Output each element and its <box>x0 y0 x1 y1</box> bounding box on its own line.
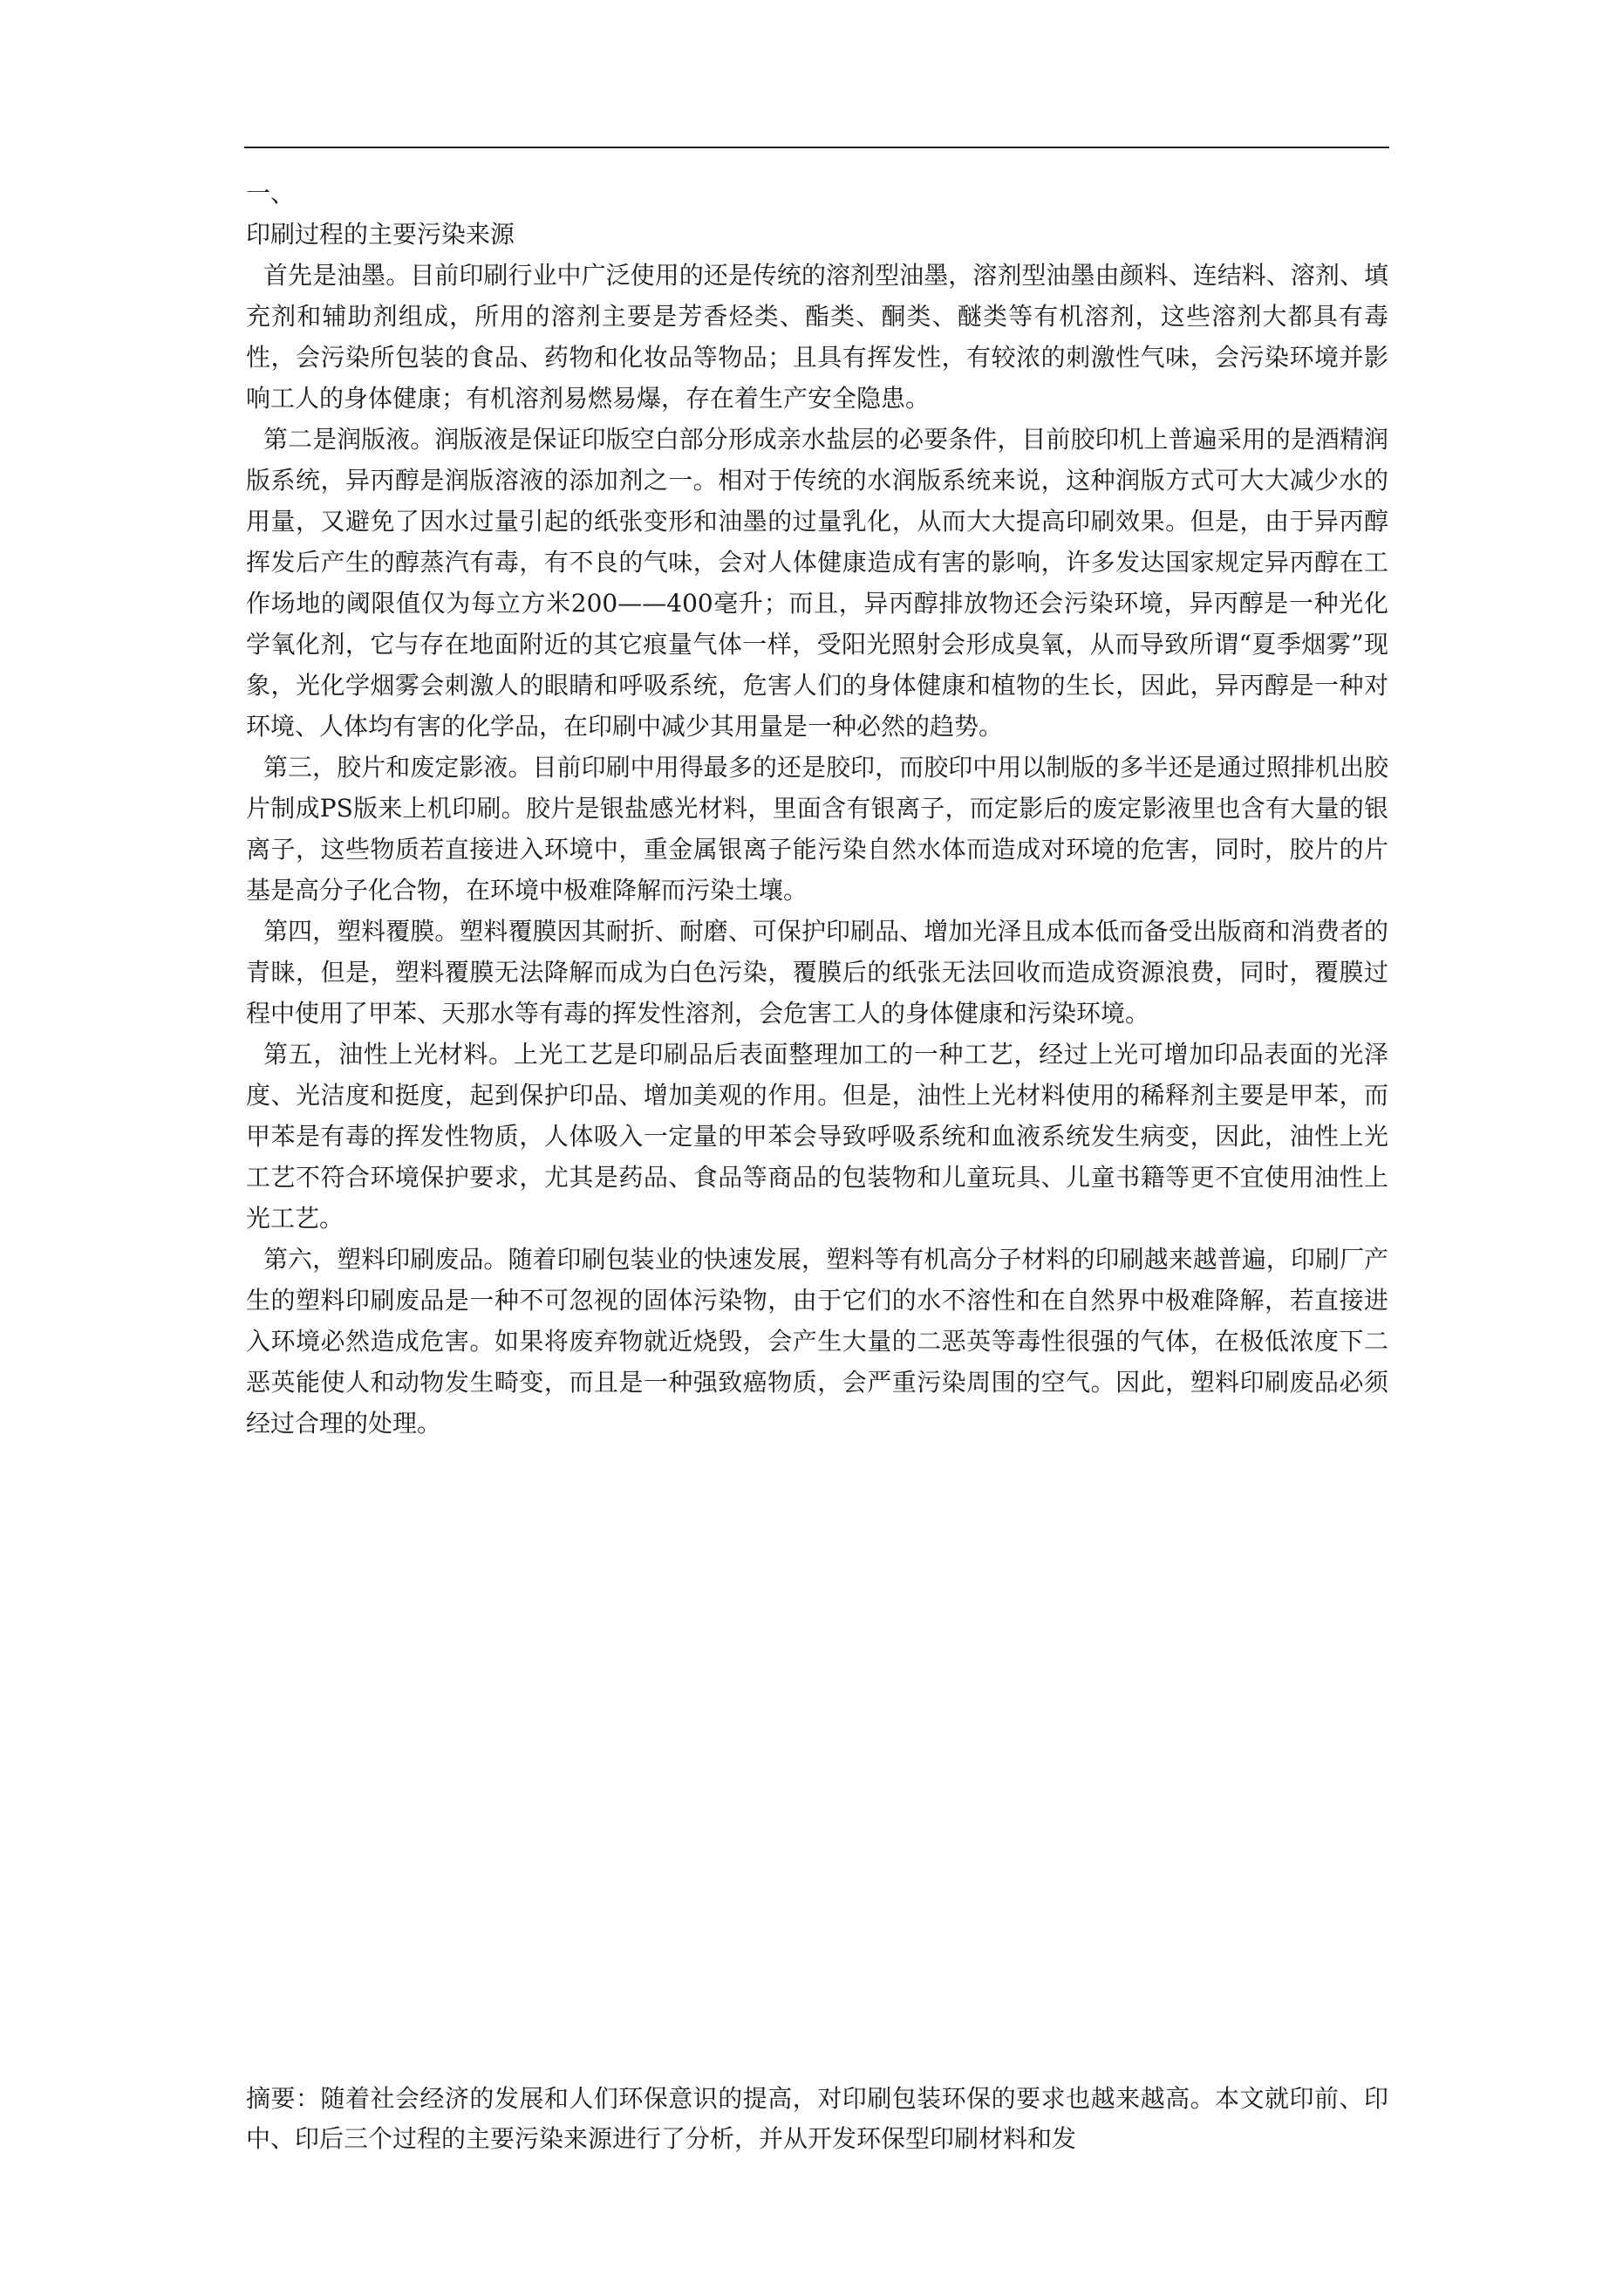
paragraph-ink: 首先是油墨。目前印刷行业中广泛使用的还是传统的溶剂型油墨，溶剂型油墨由颜料、连结料、溶剂、填充剂和辅助剂组成，所用的溶剂主要是芳香烃类、酯类、酮类、醚类等有机溶剂，这些溶剂大都具有毒性，会污染所包装的食品、药物和化妆品等物品；且具有挥发性，有较浓的刺激性气味，会污染环境并影响工人的身体健康；有机溶剂易燃易爆，存在着生产安全隐患。 <box>246 261 1388 413</box>
paragraph-plastic-lamination: 第四，塑料覆膜。塑料覆膜因其耐折、耐磨、可保护印刷品、增加光泽且成本低而备受出版商和消费者的青睐，但是，塑料覆膜无法降解而成为白色污染，覆膜后的纸张无法回收而造成资源浪费，同时，覆膜过程中使用了甲苯、天那水等有毒的挥发性溶剂，会危害工人的身体健康和污染环境。 <box>246 917 1388 1028</box>
paragraph-oil-varnish: 第五，油性上光材料。上光工艺是印刷品后表面整理加工的一种工艺，经过上光可增加印品表面的光泽度、光洁度和挺度，起到保护印品、增加美观的作用。但是，油性上光材料使用的稀释剂主要是甲苯，而甲苯是有毒的挥发性物质，人体吸入一定量的甲苯会导致呼吸系统和血液系统发生病变，因此，油性上光工艺不符合环境保护要求，尤其是药品、食品等商品的包装物和儿童玩具、儿童书籍等更不宜使用油性上光工艺。 <box>246 1040 1388 1233</box>
section-title: 印刷过程的主要污染来源 <box>246 220 515 249</box>
document-body <box>246 173 1388 1444</box>
section-number: 一、 <box>246 179 296 208</box>
paragraph-film-fixer: 第三，胶片和废定影液。目前印刷中用得最多的还是胶印，而胶印中用以制版的多半还是通过照排机出胶片制成PS版来上机印刷。胶片是银盐感光材料，里面含有银离子，而定影后的废定影液里也含有大量的银离子，这些物质若直接进入环境中，重金属银离子能污染自然水体而造成对环境的危害，同时，胶片的片基是高分子化合物，在环境中极难降解而污染土壤。 <box>246 753 1388 905</box>
paragraph-plastic-waste: 第六，塑料印刷废品。随着印刷包装业的快速发展，塑料等有机高分子材料的印刷越来越普遍，印刷厂产生的塑料印刷废品是一种不可忽视的固体污染物，由于它们的水不溶性和在自然界中极难降解，若直接进入环境必然造成危害。如果将废弃物就近烧毁，会产生大量的二恶英等毒性很强的气体，在极低浓度下二恶英能使人和动物发生畸变，而且是一种强致癌物质，会严重污染周围的空气。因此，塑料印刷废品必须经过合理的处理。 <box>246 1245 1388 1438</box>
header-rule <box>244 147 1389 148</box>
paragraph-fountain-solution: 第二是润版液。润版液是保证印版空白部分形成亲水盐层的必要条件，目前胶印机上普遍采用的是酒精润版系统，异丙醇是润版溶液的添加剂之一。相对于传统的水润版系统来说，这种润版方式可大大减少水的用量，又避免了因水过量引起的纸张变形和油墨的过量乳化，从而大大提高印刷效果。但是，由于异丙醇挥发后产生的醇蒸汽有毒，有不良的气味，会对人体健康造成有害的影响，许多发达国家规定异丙醇在工作场地的阈限值仅为每立方米200——400毫升；而且，异丙醇排放物还会污染环境，异丙醇是一种光化学氧化剂，它与存在地面附近的其它痕量气体一样，受阳光照射会形成臭氧，从而导致所谓“夏季烟雾”现象，光化学烟雾会刺激人的眼睛和呼吸系统，危害人们的身体健康和植物的生长，因此，异丙醇是一种对环境、人体均有害的化学品，在印刷中减少其用量是一种必然的趋势。 <box>246 425 1388 741</box>
abstract-paragraph: 摘要：随着社会经济的发展和人们环保意识的提高，对印刷包装环保的要求也越来越高。本文就印前、印中、印后三个过程的主要污染来源进行了分析，并从开发环保型印刷材料和发 <box>246 2084 1388 2153</box>
